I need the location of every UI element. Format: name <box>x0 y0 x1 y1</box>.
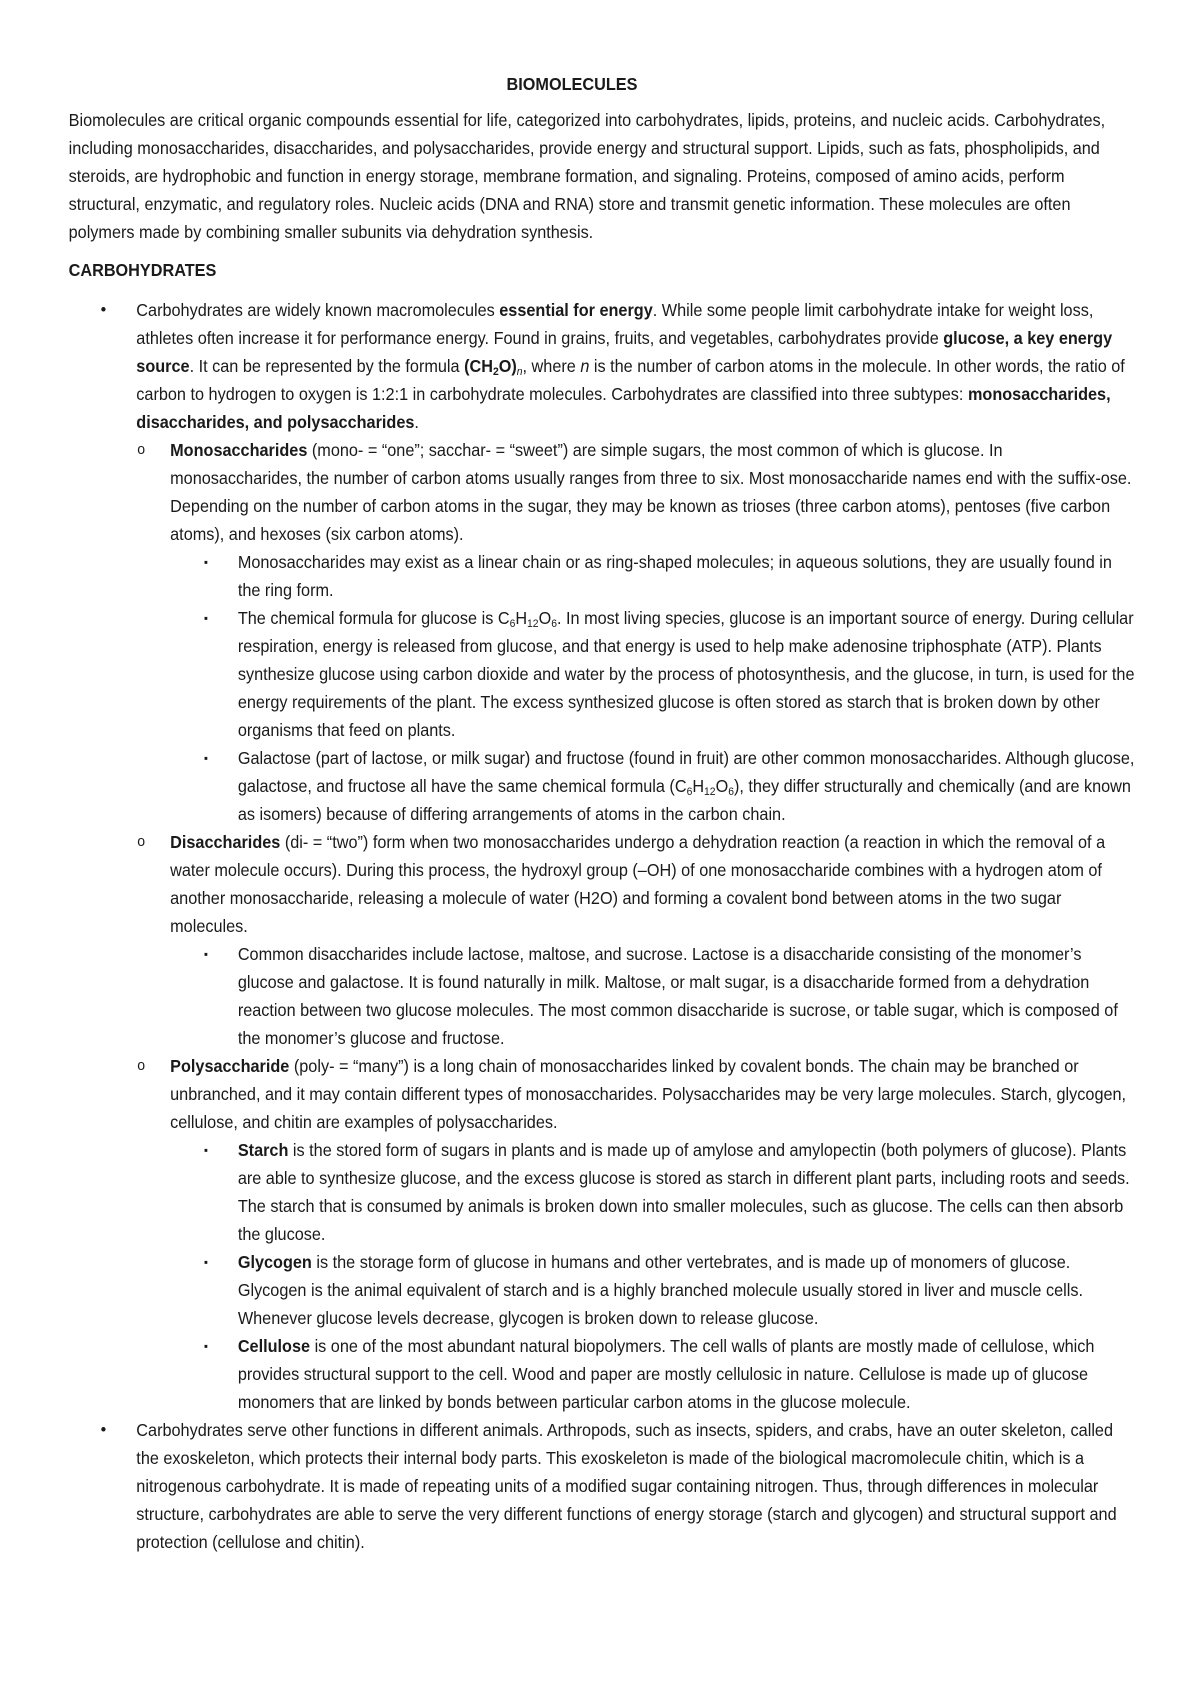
text-span: H <box>515 608 528 628</box>
text-span: is the storage form of glucose in humans and other vertebrates, and is made up of monomers of glucose. Glycogen is the animal equivalent of starch and is a highly branched molecule usually stored in liver and muscle cells. Whenever glucose levels decrease, glycogen is broken down to release glucose. <box>237 1252 1083 1328</box>
document-title: BIOMOLECULES <box>506 74 638 94</box>
formula-part: O) <box>498 356 517 376</box>
subscript: 12 <box>704 786 716 798</box>
formula-subscript: 2 <box>492 366 499 378</box>
formula-subscript-n: n <box>516 366 523 378</box>
section-heading-carbohydrates: CARBOHYDRATES <box>68 260 217 280</box>
detail-list <box>170 548 1135 828</box>
text-span: The chemical formula for glucose is C <box>237 608 510 628</box>
detail-item-glycogen <box>170 1248 1135 1332</box>
term-cellulose: Cellulose <box>237 1336 311 1356</box>
detail-item <box>170 548 1135 604</box>
bold-span: monosaccharides, disaccharides, and polysaccharides <box>136 384 1111 432</box>
detail-item-starch <box>170 1136 1135 1248</box>
term-polysaccharide: Polysaccharide <box>170 1056 290 1076</box>
subscript: 6 <box>509 618 516 630</box>
italic-variable: n <box>580 356 590 376</box>
text-span: (di- = “two”) form when two monosaccharides undergo a dehydration reaction (a reaction in which the removal of a water molecule occurs). During this process, the hydroxyl group (–OH) of one monosaccharide combines with a hydrogen atom of another monosaccharide, releasing a molecule of water (H2O) and forming a covalent bond between atoms in the two sugar molecules. <box>170 832 1106 936</box>
text-span: is the stored form of sugars in plants and is made up of amylose and amylopectin (both polymers of glucose). Plants are able to synthesize glucose, and the excess glucose is stored as starch in different plant parts, including roots and seeds. The starch that is consumed by animals is broken down into smaller molecules, such as glucose. The cells can then absorb the glucose. <box>237 1140 1130 1244</box>
bold-span: glucose, a key energy source <box>136 328 1113 376</box>
text-span: Monosaccharides may exist as a linear chain or as ring-shaped molecules; in aqueous solutions, they are usually found in the ring form. <box>237 552 1112 600</box>
subscript: 6 <box>728 786 734 798</box>
bullet-item-carbohydrates-overview <box>69 296 1136 1416</box>
text-span: (poly- = “many”) is a long chain of monosaccharides linked by covalent bonds. The chain may be branched or unbranched, and it may contain different types of monosaccharides. Polysaccharides may be very large molecules. Starch, glycogen, cellulose, and chitin are examples of polysaccharides. <box>170 1056 1127 1132</box>
text-span: is the number of carbon atoms in the molecule. In other words, the ratio of carbon to hydrogen to oxygen is 1:2:1 in carbohydrate molecules. Carbohydrates are classified into three subtypes: <box>136 356 1125 404</box>
text-span: Carbohydrates are widely known macromolecules <box>136 300 500 320</box>
subtype-list <box>136 436 1135 1416</box>
main-bullet-list <box>69 296 1136 1556</box>
term-glycogen: Glycogen <box>237 1252 312 1272</box>
text-span: Galactose (part of lactose, or milk sugar) and fructose (found in fruit) are other common monosaccharides. Although glucose, galactose, and fructose all have the same chemical formula (C <box>237 748 1135 796</box>
subscript: 6 <box>551 618 557 630</box>
text-span: ), they differ structurally and chemically (and are known as isomers) because of differing arrangements of atoms in the carbon chain. <box>237 776 1131 824</box>
text-span: . In most living species, glucose is an important source of energy. During cellular respiration, energy is released from glucose, and that energy is used to help make adenosine triphosphate (ATP). Plants synthesize glucose using carbon dioxide and water by the process of photosynthesis, and the glucose, in turn, is used for the energy requirements of the plant. The excess synthesized glucose is often stored as starch that is broken down by other organisms that feed on plants. <box>237 608 1135 740</box>
text-span: H <box>692 776 705 796</box>
text-span: . <box>414 412 419 432</box>
text-span: O <box>538 608 552 628</box>
text-span: , where <box>522 356 581 376</box>
term-disaccharides: Disaccharides <box>170 832 281 852</box>
formula <box>464 356 517 376</box>
subscript: 6 <box>686 786 693 798</box>
detail-item <box>170 744 1135 828</box>
intro-paragraph: Biomolecules are critical organic compounds essential for life, categorized into carbohydrates, lipids, proteins, and nucleic acids. Carbohydrates, including monosaccharides, disaccharides, and polysaccharides, provide energy and structural support. Lipids, such as fats, phospholipids, and steroids, are hydrophobic and function in energy storage, membrane formation, and signaling. Proteins, composed of amino acids, perform structural, enzymatic, and regulatory roles. Nucleic acids (DNA and RNA) store and transmit genetic information. These molecules are often polymers made by combining smaller subunits via dehydration synthesis. <box>68 110 1106 242</box>
subtype-item-monosaccharides <box>136 436 1135 828</box>
text-span: (mono- = “one”; sacchar- = “sweet”) are simple sugars, the most common of which is glucose. In monosaccharides, the number of carbon atoms usually ranges from three to six. Most monosaccharide names end with the suffix-ose. Depending on the number of carbon atoms in the sugar, they may be known as trioses (three carbon atoms), pentoses (five carbon atoms), and hexoses (six carbon atoms). <box>170 440 1132 544</box>
detail-item <box>170 940 1135 1052</box>
text-span: Common disaccharides include lactose, maltose, and sucrose. Lactose is a disaccharide consisting of the monomer’s glucose and galactose. It is found naturally in milk. Maltose, or malt sugar, is a disaccharide formed from a dehydration reaction between two glucose molecules. The most common disaccharide is sucrose, or table sugar, which is composed of the monomer’s glucose and fructose. <box>237 944 1118 1048</box>
detail-list <box>170 1136 1135 1416</box>
detail-list <box>170 940 1135 1052</box>
bullet-item-other-functions <box>69 1416 1136 1556</box>
term-starch: Starch <box>237 1140 289 1160</box>
text-span: O <box>715 776 729 796</box>
subscript: 12 <box>527 618 539 630</box>
text-span: . While some people limit carbohydrate intake for weight loss, athletes often increase it for performance energy. Found in grains, fruits, and vegetables, carbohydrates provide <box>136 300 1094 348</box>
term-monosaccharides: Monosaccharides <box>170 440 308 460</box>
formula-part: (CH <box>464 356 493 376</box>
text-span: Carbohydrates serve other functions in different animals. Arthropods, such as insects, spiders, and crabs, have an outer skeleton, called the exoskeleton, which protects their internal body parts. This exoskeleton is made of the biological macromolecule chitin, which is a nitrogenous carbohydrate. It is made of repeating units of a modified sugar containing nitrogen. Thus, through differences in molecular structure, carbohydrates are able to serve the very different functions of energy storage (starch and glycogen) and structural support and protection (cellulose and chitin). <box>136 1420 1117 1552</box>
detail-item <box>170 604 1135 744</box>
text-span: . It can be represented by the formula <box>189 356 465 376</box>
bold-span: essential for energy <box>499 300 653 320</box>
detail-item-cellulose <box>170 1332 1135 1416</box>
text-span: is one of the most abundant natural biopolymers. The cell walls of plants are mostly made of cellulose, which provides structural support to the cell. Wood and paper are mostly cellulosic in nature. Cellulose is made up of glucose monomers that are linked by bonds between particular carbon atoms in the glucose molecule. <box>237 1336 1095 1412</box>
subtype-item-polysaccharide <box>136 1052 1135 1416</box>
subtype-item-disaccharides <box>136 828 1135 1052</box>
